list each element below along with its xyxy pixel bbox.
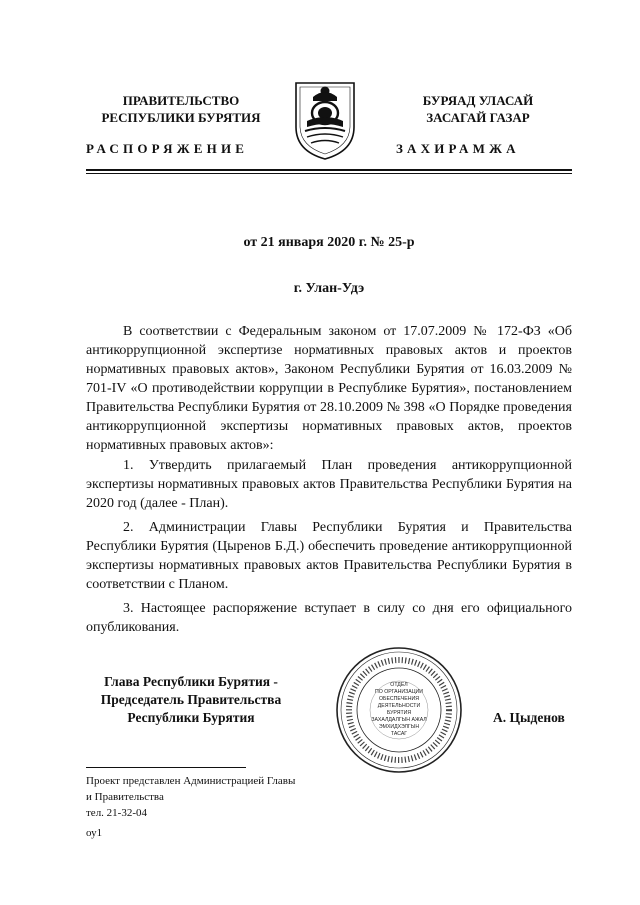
stamp-text-7: ЭМХИДХЭЛГЫН: [378, 724, 420, 730]
item-1-paragraph: 1. Утвердить прилагаемый План проведения антикоррупционной экспертизы нормативных правовых актов Правительства Республики Бурятия на 2020 год (далее - План).: [86, 458, 572, 511]
signatory-title-line2: Председатель Правительства: [100, 692, 282, 707]
stamp-text-1: ОТДЕЛ: [390, 682, 408, 688]
preamble-paragraph: В соответствии с Федеральным законом от 17.07.2009 № 172-ФЗ «Об антикоррупционной экспертизе нормативных правовых актов и проектов нормативных правовых актов», Законом Республики Бурятия от 16.03.2009 № 701-IV «О противодействии коррупции в Республике Бурятия», постановлением Правительства Республики Бурятия от 28.10.2009 № 398 «О Порядке проведения антикоррупционной экспертизы нормативных правовых актов, проектов нормативных правовых актов»:: [86, 324, 572, 453]
org-name-left-line1: ПРАВИТЕЛЬСТВО: [122, 93, 240, 108]
footer-code: оу1: [86, 827, 103, 839]
stamp-text-8: ТАСАГ: [390, 731, 408, 737]
item-3-paragraph: 3. Настоящее распоряжение вступает в силу со дня его официального опубликования.: [86, 601, 572, 635]
footer-note: [86, 773, 295, 821]
city-line: г. Улан-Удэ: [293, 281, 365, 296]
signatory-title: [86, 673, 296, 727]
doc-type-left: РАСПОРЯЖЕНИЕ: [86, 141, 249, 156]
signatory-name: А. Цыденов: [493, 710, 565, 725]
header-divider-thick: [86, 169, 572, 171]
footer-line-1: Проект представлен Администрацией Главы: [86, 775, 296, 787]
footer-phone: тел. 21-32-04: [86, 807, 148, 819]
org-name-right-line2: ЗАСАГАЙ ГАЗАР: [426, 110, 530, 125]
item-2-paragraph: 2. Администрации Главы Республики Бурятия и Правительства Республики Бурятия (Цыренов Б.Д.) обеспечить проведение антикоррупционной экспертизы нормативных правовых актов Правительства Республики Бурятия в соответствии с Планом.: [86, 520, 572, 592]
doc-type-right: ЗАХИРАМЖА: [396, 141, 520, 156]
official-stamp-seal: [334, 645, 464, 775]
stamp-text-5: БУРЯТИЯ: [386, 710, 412, 716]
stamp-text-2: ПО ОРГАНИЗАЦИИ: [375, 689, 423, 695]
org-name-left: [86, 92, 276, 126]
date-line: от 21 января 2020 г. № 25-р: [243, 235, 415, 250]
org-name-right: [383, 92, 573, 126]
header-divider-thin: [86, 173, 572, 174]
stamp-text-6: ЗАХАЛДАЛГЫН АЖАЛ: [371, 717, 427, 723]
stamp-text-3: ОБЕСПЕЧЕНИЯ: [379, 696, 419, 702]
org-name-right-line1: БУРЯАД УЛАСАЙ: [422, 93, 534, 108]
org-name-left-line2: РЕСПУБЛИКИ БУРЯТИЯ: [101, 110, 261, 125]
coat-of-arms-emblem: [291, 75, 359, 161]
signatory-title-line1: Глава Республики Бурятия -: [104, 674, 278, 689]
footer-separator: [86, 767, 246, 768]
stamp-text-4: ДЕЯТЕЛЬНОСТИ: [377, 703, 421, 709]
signatory-title-line3: Республики Бурятия: [127, 710, 255, 725]
footer-line-2: и Правительства: [86, 791, 164, 803]
